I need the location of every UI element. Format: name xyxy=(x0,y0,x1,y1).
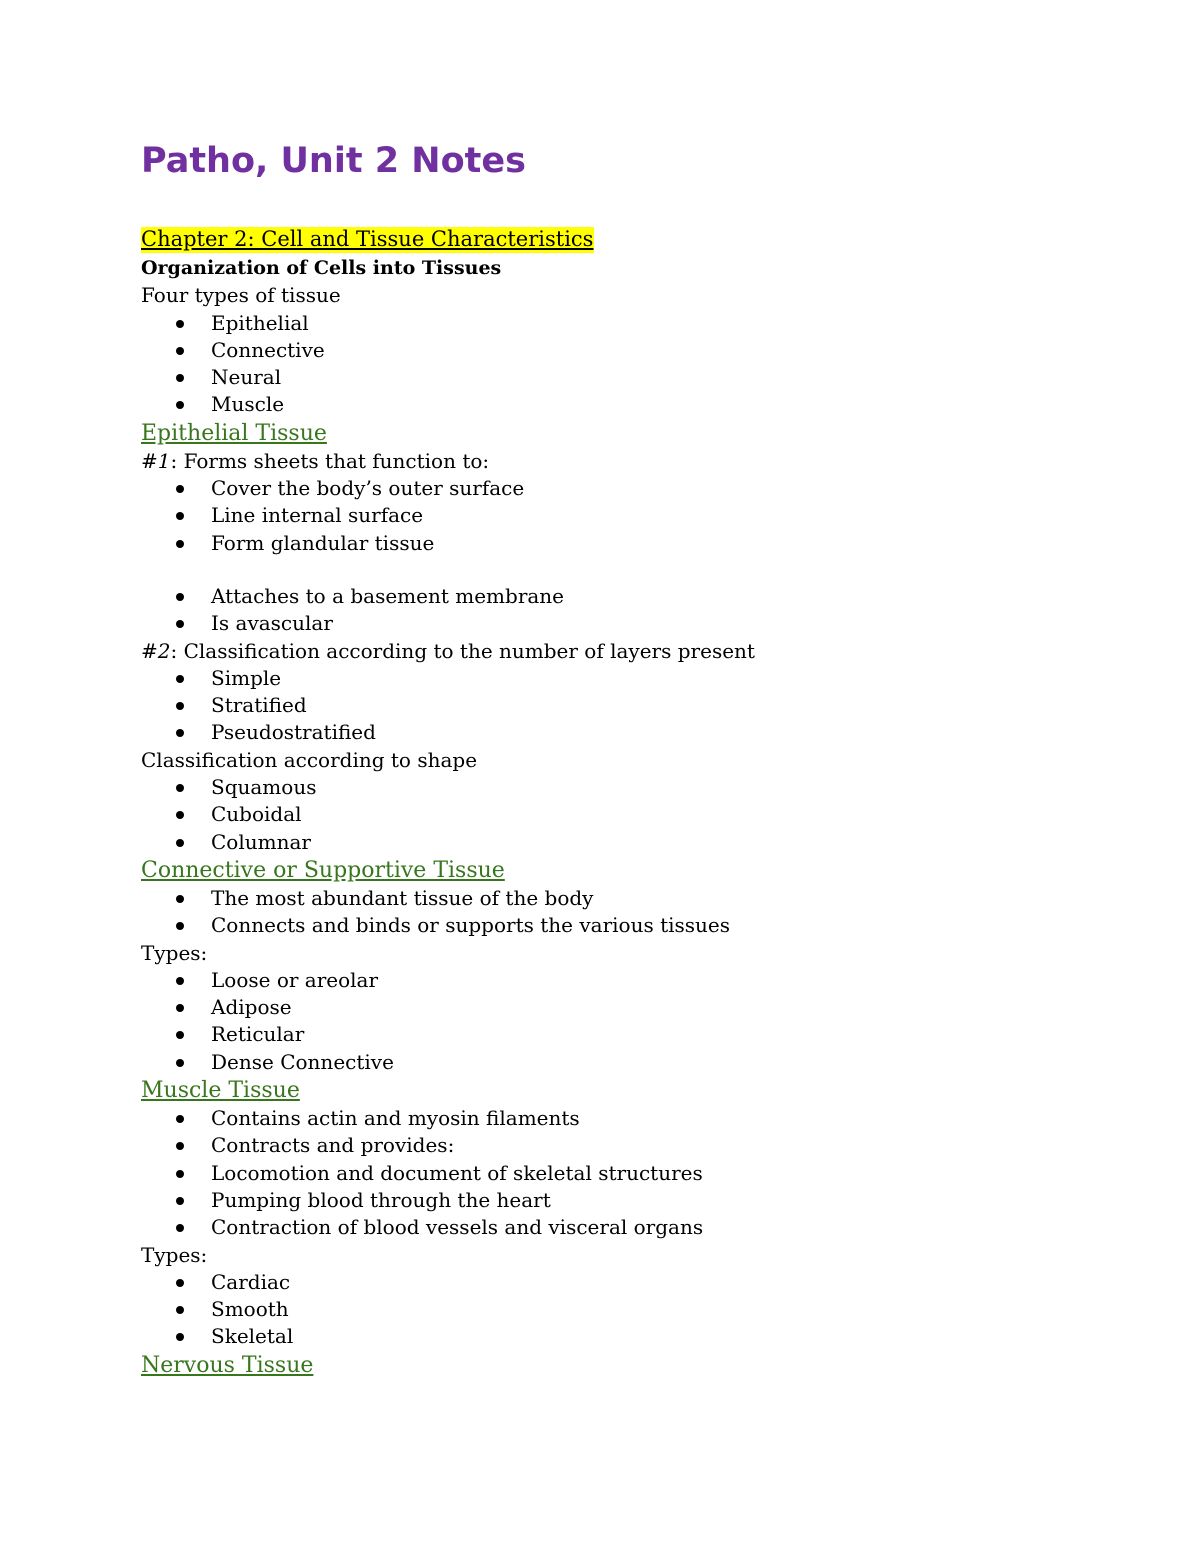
list-item: Stratified xyxy=(141,692,1141,719)
subheading: Organization of Cells into Tissues xyxy=(141,257,502,279)
section-heading-epithelial: Epithelial Tissue xyxy=(141,420,327,446)
section-heading-line xyxy=(141,1351,1141,1380)
list-item: Connects and binds or supports the various tissues xyxy=(141,912,1141,939)
bullet-icon xyxy=(176,540,184,548)
bullet-icon xyxy=(176,922,184,930)
document-title: Patho, Unit 2 Notes xyxy=(141,141,526,181)
list-item: Reticular xyxy=(141,1021,1141,1048)
section-heading-line xyxy=(141,1076,1141,1105)
numbered-point: #2: Classification according to the number of layers present xyxy=(141,638,755,663)
list-item: Epithelial xyxy=(141,310,1141,337)
bullet-icon xyxy=(176,1306,184,1314)
bullet-icon xyxy=(176,1115,184,1123)
list-item: The most abundant tissue of the body xyxy=(141,885,1141,912)
bullet-icon xyxy=(176,593,184,601)
list-item: Pseudostratified xyxy=(141,719,1141,746)
bullet-icon xyxy=(176,374,184,382)
bullet-icon xyxy=(176,1170,184,1178)
list-item: Loose or areolar xyxy=(141,967,1141,994)
list-item: Cover the body’s outer surface xyxy=(141,475,1141,502)
list-item: Pumping blood through the heart xyxy=(141,1187,1141,1214)
list-item: Cuboidal xyxy=(141,801,1141,828)
bullet-icon xyxy=(176,839,184,847)
bullet-icon xyxy=(176,1224,184,1232)
list-item: Line internal surface xyxy=(141,502,1141,529)
list-item: Contracts and provides: xyxy=(141,1132,1141,1159)
types-label: Types: xyxy=(141,940,208,965)
bullet-icon xyxy=(176,1059,184,1067)
list-item: Muscle xyxy=(141,391,1141,418)
bullet-icon xyxy=(176,620,184,628)
list-item: Contraction of blood vessels and visceral organs xyxy=(141,1214,1141,1241)
section-heading-line xyxy=(141,856,1141,885)
section-heading-muscle: Muscle Tissue xyxy=(141,1078,300,1104)
document-body xyxy=(141,223,1141,1380)
bullet-icon xyxy=(176,977,184,985)
bullet-icon xyxy=(176,401,184,409)
bullet-icon xyxy=(176,1142,184,1150)
bullet-icon xyxy=(176,320,184,328)
bullet-icon xyxy=(176,702,184,710)
list-item: Form glandular tissue xyxy=(141,530,1141,557)
list-item: Is avascular xyxy=(141,610,1141,637)
list-item: Smooth xyxy=(141,1296,1141,1323)
paragraph-text: Classification according to shape xyxy=(141,747,478,772)
numbered-point: #1: Forms sheets that function to: xyxy=(141,448,490,473)
list-item: Cardiac xyxy=(141,1269,1141,1296)
intro-text: Four types of tissue xyxy=(141,283,341,308)
bullet-icon xyxy=(176,895,184,903)
chapter-heading-line xyxy=(141,223,1141,255)
bullet-icon xyxy=(176,784,184,792)
bullet-icon xyxy=(176,675,184,683)
chapter-heading: Chapter 2: Cell and Tissue Characteristics xyxy=(141,227,594,251)
list-item: Squamous xyxy=(141,774,1141,801)
section-heading-connective: Connective or Supportive Tissue xyxy=(141,857,505,883)
list-item: Columnar xyxy=(141,829,1141,856)
blank-line xyxy=(141,557,1141,583)
list-item: Neural xyxy=(141,364,1141,391)
list-item: Dense Connective xyxy=(141,1049,1141,1076)
bullet-icon xyxy=(176,485,184,493)
bullet-icon xyxy=(176,1279,184,1287)
bullet-icon xyxy=(176,1031,184,1039)
list-item: Skeletal xyxy=(141,1323,1141,1350)
bullet-icon xyxy=(176,1333,184,1341)
list-item: Contains actin and myosin filaments xyxy=(141,1105,1141,1132)
section-heading-line xyxy=(141,419,1141,448)
list-item: Simple xyxy=(141,665,1141,692)
list-item: Attaches to a basement membrane xyxy=(141,583,1141,610)
list-item: Connective xyxy=(141,337,1141,364)
bullet-icon xyxy=(176,729,184,737)
bullet-icon xyxy=(176,811,184,819)
bullet-icon xyxy=(176,1004,184,1012)
list-item: Adipose xyxy=(141,994,1141,1021)
bullet-icon xyxy=(176,1197,184,1205)
section-heading-nervous: Nervous Tissue xyxy=(141,1352,314,1378)
bullet-icon xyxy=(176,512,184,520)
types-label: Types: xyxy=(141,1242,208,1267)
bullet-icon xyxy=(176,347,184,355)
list-item: Locomotion and document of skeletal structures xyxy=(141,1160,1141,1187)
